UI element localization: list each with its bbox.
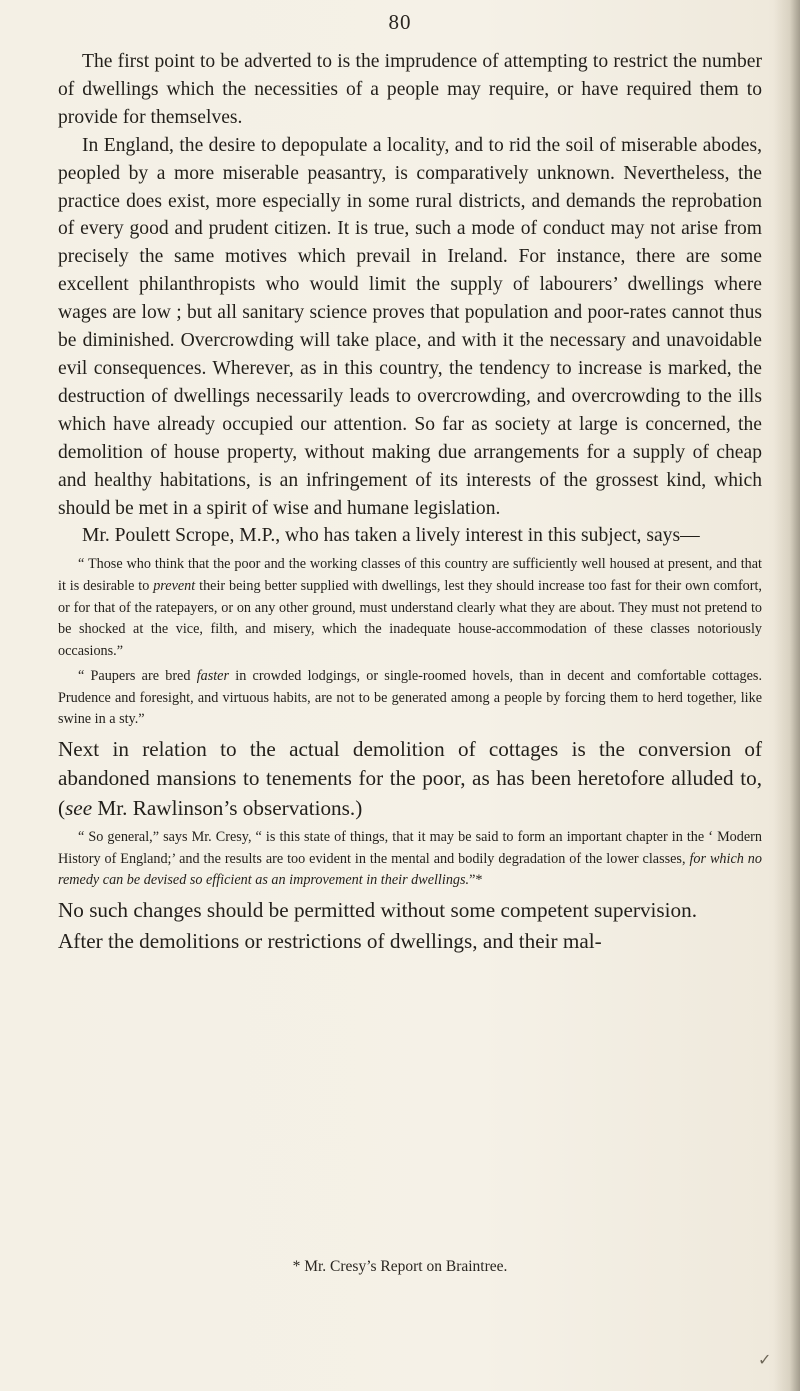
paragraph-conversion	[58, 735, 762, 823]
page-text	[58, 48, 762, 957]
paragraph-england: In England, the desire to depopulate a locality, and to rid the soil of miserable abodes, peopled by a more miserable peasantry, is comparatively unknown. Nevertheless, the practice does exist, more especially in some rural districts, and demands the reprobation of every good and prudent citizen. It is true, such a mode of conduct may not arise from precisely the same motives which prevail in Ireland. For instance, there are some excellent philanthropists who would limit the supply of labourers’ dwellings where wages are low ; but all sanitary science proves that population and poor-rates cannot thus be diminished. Overcrowding will take place, and with it the necessary and unavoidable evil consequences. Wherever, as in this country, the tendency to increase is marked, the destruction of dwellings necessarily leads to overcrowding, and overcrowding to the ills which have already occupied our attention. So far as society at large is concerned, the demolition of house property, without making due arrangements for a supply of cheap and healthy habitations, is an infringement of its interests of the grossest kind, which should be met in a spirit of wise and humane legislation.	[58, 134, 762, 519]
quote-text: their being better supplied with dwellings, lest they should increase too fast for their own comfort, or for that of the ratepayers, or on any other ground, must understand clearly what they are about. They must not pretend to be shocked at the vice, filth, and misery, which the inadequate house-accommodation of these classes notoriously occasions.”	[58, 577, 762, 659]
quote-scrope-paupers	[58, 666, 762, 731]
paragraph-emphasis: see	[65, 795, 93, 820]
quote-emphasis: for which no remedy can be devised so efficient as an improvement in their dwellings.	[58, 850, 762, 889]
footnote: * Mr. Cresy’s Report on Braintree.	[292, 1258, 508, 1275]
paragraph-text: Next in relation to the actual demolition of cottages is the conversion of abandoned mansions to tenements for the poor, as has been heretofore alluded to, (	[58, 737, 762, 820]
quote-emphasis: faster	[196, 668, 230, 685]
quote-emphasis: prevent	[153, 577, 196, 594]
check-mark-icon: ✓	[758, 1352, 772, 1369]
paragraph-scrope-intro: Mr. Poulett Scrope, M.P., who has taken a lively interest in this subject, says—	[82, 525, 700, 547]
quote-text: ”*	[469, 872, 483, 889]
paragraph-text: Mr. Rawlinson’s observations.)	[92, 795, 363, 820]
page-edge-shadow	[774, 0, 800, 1391]
quote-scrope-housing	[58, 554, 762, 662]
paragraph-after-demolitions: After the demolitions or restrictions of dwellings, and their mal-	[58, 929, 602, 954]
page-number: 80	[388, 10, 412, 34]
quote-text: “ Those who think that the poor and the working classes of this country are sufficiently well housed at present, and that it is desirable to	[58, 556, 762, 594]
quote-text: “ So general,” says Mr. Cresy, “ is this state of things, that it may be said to form an important chapter in the ‘ Modern History of England;’ and the results are too evident in the mental and bodily degradation of the lower classes,	[58, 829, 762, 867]
quote-cresy	[58, 827, 762, 892]
paragraph-supervision: No such changes should be permitted without some competent supervision.	[58, 898, 698, 923]
quote-text: “ Paupers are bred	[78, 668, 197, 685]
paragraph-imprudence: The first point to be adverted to is the imprudence of attempting to restrict the number of dwellings which the necessities of a people may require, or have required them to provide for themselves.	[58, 51, 762, 128]
quote-text: in crowded lodgings, or single-roomed hovels, than in decent and comfortable cottages. Prudence and foresight, and virtuous habits, are not to be generated among a people by forcing them to herd together, like swine in a sty.”	[58, 668, 763, 728]
